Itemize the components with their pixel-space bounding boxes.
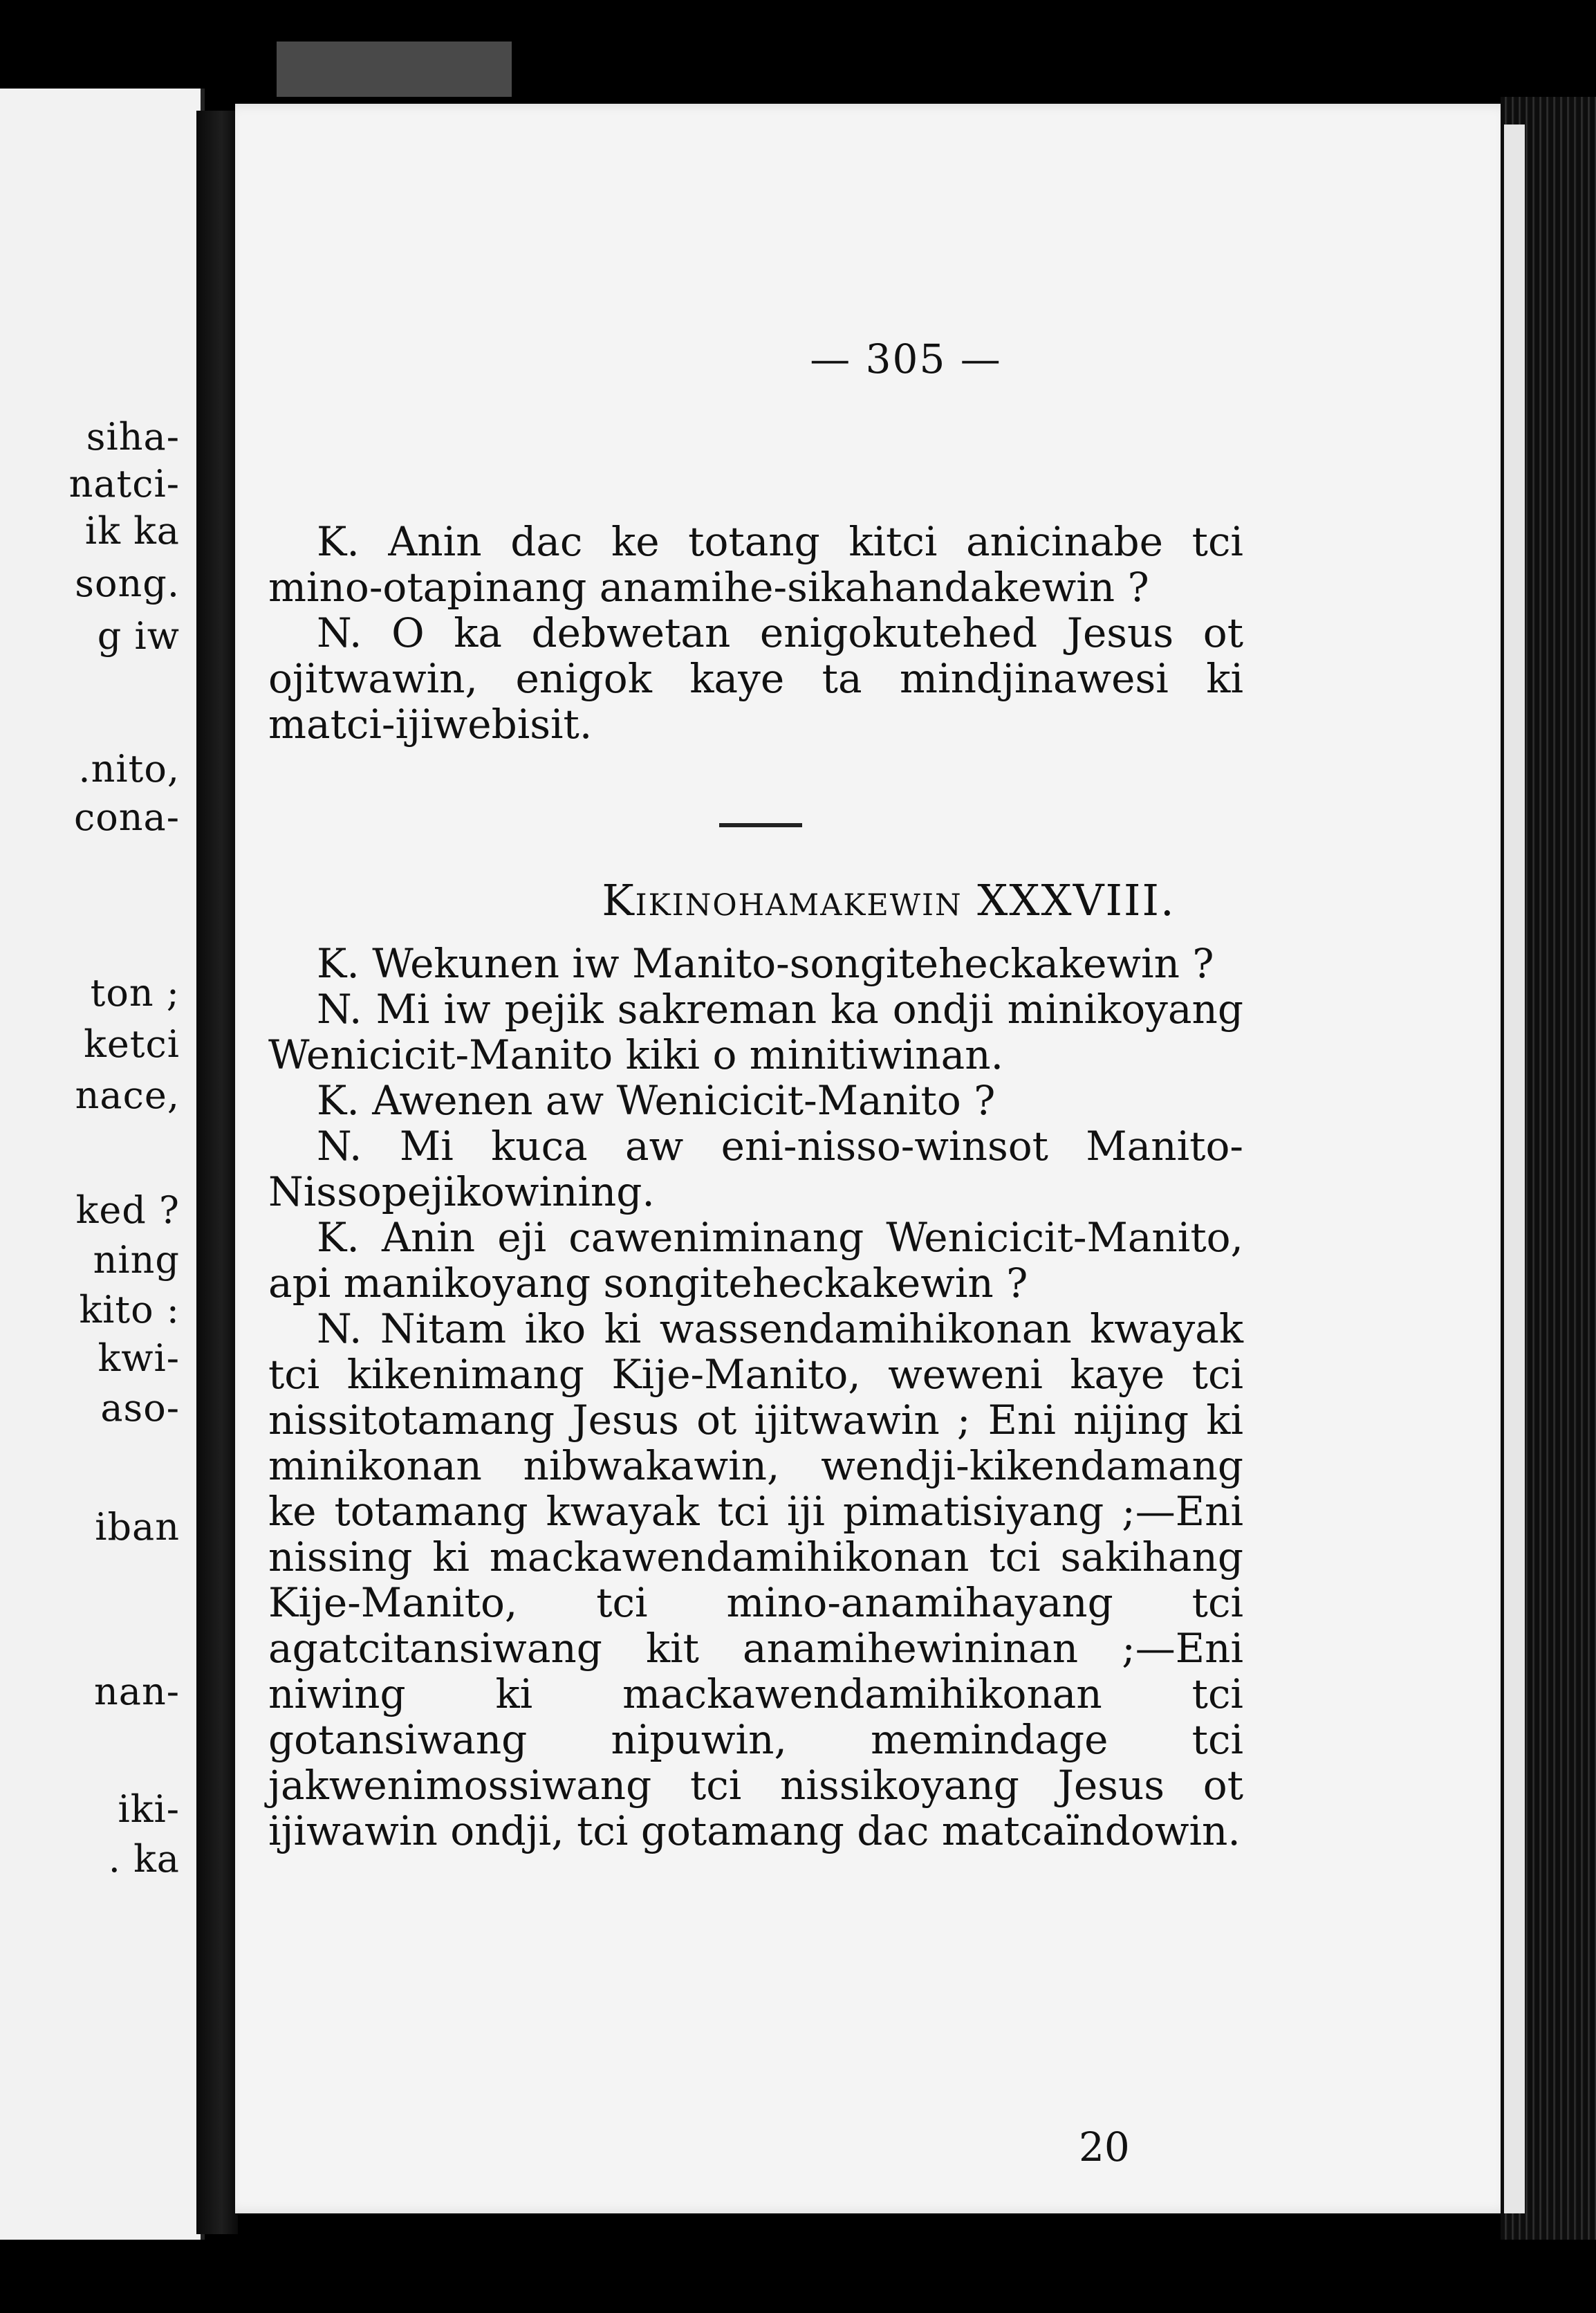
paragraph-a3-text: N. Mi kuca aw eni-nisso-winsot Manito-Nissopejikowining. xyxy=(268,1123,1243,1215)
main-page xyxy=(235,104,1514,2213)
paragraph-q2 xyxy=(268,941,1243,986)
paragraph-a3 xyxy=(268,1123,1243,1215)
paragraph-q2-text: K. Wekunen iw Manito-songiteheckakewin ? xyxy=(317,940,1214,987)
left-page-line: kito : xyxy=(79,1288,180,1331)
left-page-line: .nito, xyxy=(78,747,180,791)
left-page-line: ik ka xyxy=(84,509,180,553)
paragraph-q3 xyxy=(268,1078,1243,1123)
left-page-line: nan- xyxy=(94,1670,180,1713)
left-page-line: cona- xyxy=(74,795,180,839)
left-page-line: siha- xyxy=(86,415,180,459)
lesson-heading: Kikinohamakewin XXXVIII. xyxy=(602,875,1176,925)
signature-mark: 20 xyxy=(1079,2123,1130,2171)
paragraph-q4-text: K. Anin eji caweniminang Wenicicit-Manito, api manikoyang songiteheckakewin ? xyxy=(268,1214,1243,1307)
left-page-fragment xyxy=(0,89,205,2240)
bottom-margin xyxy=(0,2240,1596,2313)
left-page-line: . ka xyxy=(108,1837,180,1881)
left-page-line: ked ? xyxy=(75,1188,180,1232)
left-page-line: ning xyxy=(93,1238,180,1282)
paragraph-q3-text: K. Awenen aw Wenicicit-Manito ? xyxy=(317,1077,996,1124)
paragraph-a1-text: N. O ka debwetan enigokutehed Jesus ot ojitwawin, enigok kaye ta mindjinawesi ki matci-ijiwebisit. xyxy=(268,609,1243,748)
left-page-line: iban xyxy=(95,1505,180,1549)
left-page-line: g iw xyxy=(97,614,180,658)
paragraph-q1-text: K. Anin dac ke totang kitci anicinabe tci mino-otapinang anamihe-sikahandakewin ? xyxy=(268,518,1243,611)
left-page-line: iki- xyxy=(118,1787,180,1831)
section-1-text xyxy=(268,519,1243,747)
paragraph-q4 xyxy=(268,1215,1243,1306)
page-edge-shadow xyxy=(277,42,512,97)
left-page-line: ton ; xyxy=(90,971,180,1015)
section-2-text xyxy=(268,941,1243,1854)
left-page-line: kwi- xyxy=(98,1336,180,1380)
left-page-line: nace, xyxy=(75,1073,180,1117)
left-page-line: natci- xyxy=(68,462,180,506)
paragraph-a2-text: N. Mi iw pejik sakreman ka ondji minikoyang Wenicicit-Manito kiki o minitiwinan. xyxy=(268,986,1243,1078)
paragraph-a1 xyxy=(268,610,1243,747)
paragraph-a4 xyxy=(268,1306,1243,1854)
left-page-line: aso- xyxy=(100,1386,180,1430)
paragraph-a4-text: N. Nitam iko ki wassendamihikonan kwayak tci kikenimang Kije-Manito, weweni kaye tci nissitotamang Jesus ot ijitwawin ; Eni nijing ki minikonan nibwakawin, wendji-kikendamang ke totamang kwayak tci iji pimatisiyang ;—Eni nissing ki mackawendamihikonan tci sakihang Kije-Manito, tci mino-anamihayang tci agatcitansiwang kit anamihewininan ;—Eni niwing ki mackawendamihikonan tci gotansiwang nipuwin, memindage tci jakwenimossiwang tci nissikoyang Jesus ot ijiwawin ondji, tci gotamang dac matcaïndowin. xyxy=(268,1305,1243,1854)
left-page-line: ketci xyxy=(84,1022,180,1066)
paragraph-a2 xyxy=(268,986,1243,1078)
paragraph-q1 xyxy=(268,519,1243,610)
page-edge-highlight xyxy=(1504,125,1525,2213)
section-separator xyxy=(719,823,802,827)
page-number: — 305 — xyxy=(810,335,1002,383)
left-page-line: song. xyxy=(75,562,180,605)
book-spine xyxy=(196,111,238,2234)
